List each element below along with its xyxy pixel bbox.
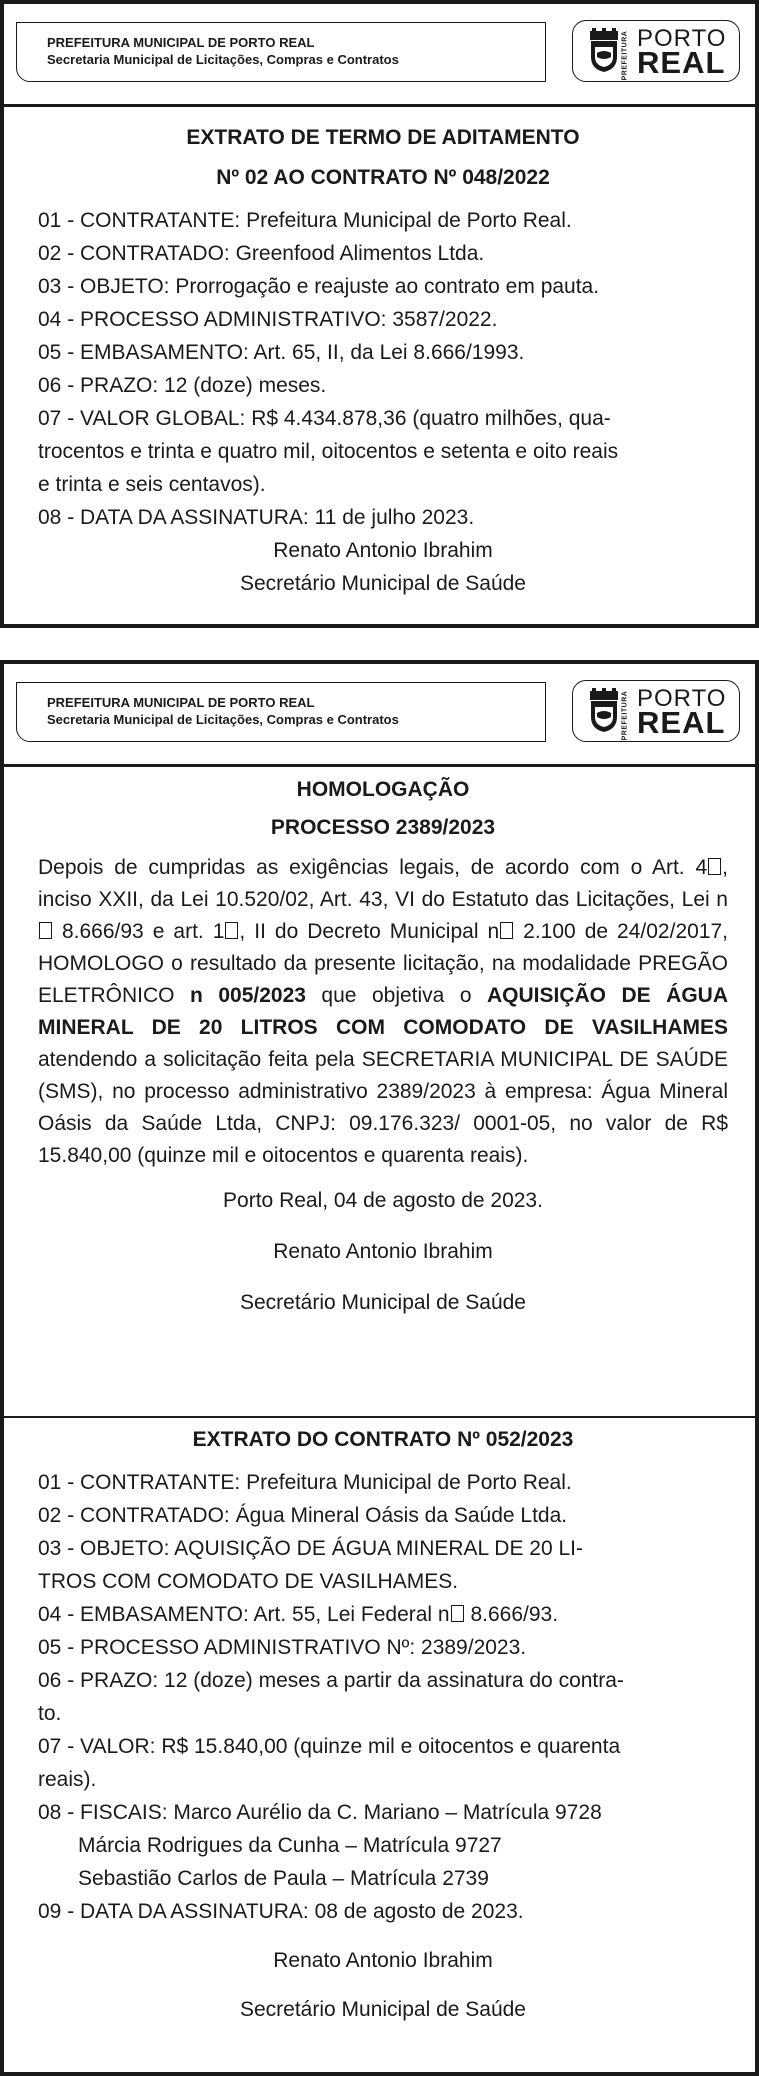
contrato-item: 01 - CONTRATANTE: Prefeitura Municipal de Porto Real. — [38, 1471, 572, 1494]
notice-homologacao-contrato — [0, 660, 759, 2076]
contrato-item: Sebastião Carlos de Paula – Matrícula 2739 — [78, 1867, 489, 1890]
porto-real-logo — [572, 20, 740, 82]
prefeitura-name: PREFEITURA MUNICIPAL DE PORTO REAL — [47, 695, 315, 710]
signer-name: Renato Antonio Ibrahim — [273, 1949, 493, 1972]
notice-header — [4, 4, 755, 107]
contrato-item: 04 - EMBASAMENTO: Art. 55, Lei Federal n 8.666/93. — [38, 1603, 559, 1626]
section-divider — [4, 1416, 755, 1418]
contrato-body — [38, 1426, 728, 2026]
signer-role: Secretário Municipal de Saúde — [239, 1998, 526, 2021]
signer-name: Renato Antonio Ibrahim — [273, 1240, 493, 1263]
aditamento-item: 06 - PRAZO: 12 (doze) meses. — [38, 374, 327, 397]
contrato-item: 08 - FISCAIS: Marco Aurélio da C. Mariano – Matrícula 9728 — [38, 1801, 602, 1824]
logo-porto: PORTO — [637, 25, 727, 52]
contrato-item: reais). — [38, 1768, 97, 1791]
missing-glyph-icon — [39, 922, 52, 939]
missing-glyph-icon — [451, 1605, 464, 1622]
homologacao-body — [38, 776, 728, 1319]
contrato-item: 09 - DATA DA ASSINATURA: 08 de agosto de 2023. — [38, 1900, 524, 1923]
notice-header — [4, 664, 755, 767]
aditamento-item: 08 - DATA DA ASSINATURA: 11 de julho 2023. — [38, 506, 475, 529]
logo-vertical-text: PREFEITURA — [621, 690, 629, 741]
signer-role: Secretário Municipal de Saúde — [239, 1291, 526, 1314]
contrato-item: TROS COM COMODATO DE VASILHAMES. — [38, 1570, 459, 1593]
department-box — [16, 682, 546, 742]
logo-real: REAL — [637, 45, 726, 80]
prefeitura-name: PREFEITURA MUNICIPAL DE PORTO REAL — [47, 35, 315, 50]
city-crest-icon — [587, 687, 621, 733]
notice-aditamento — [0, 0, 759, 628]
contrato-item: 07 - VALOR: R$ 15.840,00 (quinze mil e oitocentos e quarenta — [38, 1735, 621, 1758]
contrato-item: 06 - PRAZO: 12 (doze) meses a partir da assinatura do contra- — [38, 1669, 624, 1692]
aditamento-item: 03 - OBJETO: Prorrogação e reajuste ao contrato em pauta. — [38, 275, 600, 298]
missing-glyph-icon — [225, 922, 238, 939]
aditamento-item: e trinta e seis centavos). — [38, 473, 266, 496]
homologacao-text: Depois de cumpridas as exigências legais, de acordo com o Art. 4 , inciso XXII, da Lei 10.520/02, Art. 43, VI do Estatuto das Licitações, Lei n 8.666/93 e art. 1 , II do Decreto Municipal n 2.100 de 24/02/2017, HOMOLOGO o resultado da presente licitação, na modalidade PREGÃO ELETRÔNICO n 005/2023 que objetiva o AQUISIÇÃO DE ÁGUA MINERAL DE 20 LITROS COM COMODATO DE VASILHAMES atendendo a solicitação feita pela SECRETARIA MUNICIPAL DE SAÚDE (SMS), no processo administrativo 2389/2023 à empresa: Água Mineral Oásis da Saúde Ltda, CNPJ: 09.176.323/ 0001-05, no valor de R$ 15.840,00 (quinze mil e oitocentos e quarenta reais). — [38, 856, 728, 1167]
logo-real: REAL — [637, 705, 726, 740]
aditamento-item: 04 - PROCESSO ADMINISTRATIVO: 3587/2022. — [38, 308, 498, 331]
signer-role: Secretário Municipal de Saúde — [239, 572, 526, 595]
contrato-item: 05 - PROCESSO ADMINISTRATIVO Nº: 2389/2023. — [38, 1636, 527, 1659]
aditamento-item: trocentos e trinta e quatro mil, oitocentos e setenta e oito reais — [38, 440, 619, 463]
aditamento-item: 01 - CONTRATANTE: Prefeitura Municipal de Porto Real. — [38, 209, 572, 232]
aditamento-title-1: EXTRATO DE TERMO DE ADITAMENTO — [186, 126, 580, 149]
department-box — [16, 22, 546, 82]
homologacao-title-1: HOMOLOGAÇÃO — [296, 778, 470, 801]
homologacao-title-2: PROCESSO 2389/2023 — [270, 816, 496, 839]
contrato-item: to. — [38, 1702, 62, 1725]
contrato-title: EXTRATO DO CONTRATO Nº 052/2023 — [192, 1428, 574, 1451]
city-crest-icon — [587, 27, 621, 73]
aditamento-title-2: Nº 02 AO CONTRATO Nº 048/2022 — [216, 166, 550, 189]
secretaria-name: Secretaria Municipal de Licitações, Compras e Contratos — [47, 712, 399, 727]
aditamento-item: 07 - VALOR GLOBAL: R$ 4.434.878,36 (quatro milhões, qua- — [38, 407, 611, 430]
contrato-item: 02 - CONTRATADO: Água Mineral Oásis da Saúde Ltda. — [38, 1504, 568, 1527]
place-date: Porto Real, 04 de agosto de 2023. — [223, 1189, 543, 1212]
missing-glyph-icon — [708, 858, 721, 875]
porto-real-logo — [572, 680, 740, 742]
aditamento-item: 05 - EMBASAMENTO: Art. 65, II, da Lei 8.666/1993. — [38, 341, 525, 364]
logo-porto: PORTO — [637, 685, 727, 712]
logo-vertical-text: PREFEITURA — [621, 30, 629, 81]
contrato-item: Márcia Rodrigues da Cunha – Matrícula 9727 — [78, 1834, 502, 1857]
missing-glyph-icon — [500, 922, 513, 939]
contrato-item: 03 - OBJETO: AQUISIÇÃO DE ÁGUA MINERAL DE 20 LI- — [38, 1537, 583, 1560]
signer-name: Renato Antonio Ibrahim — [273, 539, 493, 562]
aditamento-item: 02 - CONTRATADO: Greenfood Alimentos Ltda. — [38, 242, 485, 265]
aditamento-body — [38, 124, 728, 600]
secretaria-name: Secretaria Municipal de Licitações, Compras e Contratos — [47, 52, 399, 67]
